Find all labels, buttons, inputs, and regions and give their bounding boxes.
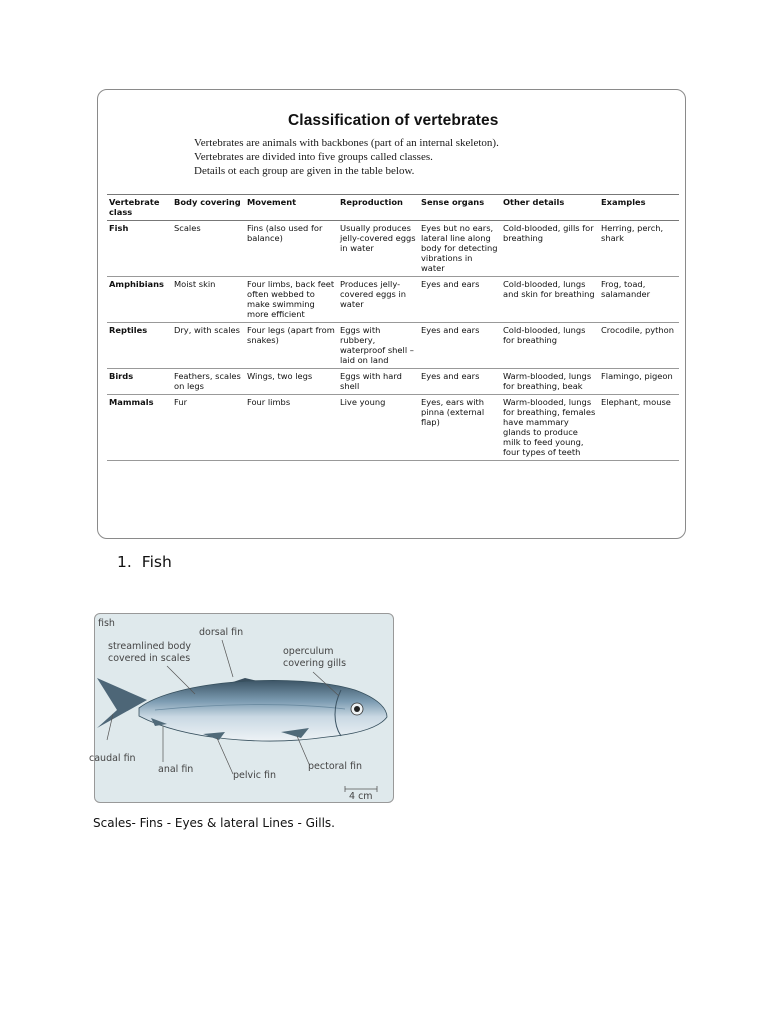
table-cell: Cold-blooded, lungs and skin for breathing — [501, 277, 599, 323]
table-header-row — [107, 195, 679, 221]
col-header: Body covering — [172, 195, 245, 221]
label-caudal-fin: caudal fin — [89, 753, 136, 764]
label-anal-fin: anal fin — [158, 764, 194, 775]
table-cell: Eyes but no ears, lateral line along body for detecting vibrations in water — [419, 221, 501, 277]
label-covered-in-scales: covered in scales — [108, 653, 191, 664]
table-row — [107, 323, 679, 369]
fish-diagram — [89, 613, 394, 803]
table-cell: Eyes and ears — [419, 369, 501, 395]
label-operculum: operculum — [283, 646, 334, 657]
col-header: Other details — [501, 195, 599, 221]
label-pectoral-fin: pectoral fin — [308, 761, 363, 772]
table-cell: Fur — [172, 395, 245, 461]
intro-line: Details ot each group are given in the table below. — [194, 165, 415, 177]
table-row — [107, 395, 679, 461]
table-cell: Four limbs, back feet often webbed to make swimming more efficient — [245, 277, 338, 323]
col-header: Movement — [245, 195, 338, 221]
intro-line: Vertebrates are divided into five groups called classes. — [194, 151, 433, 163]
table-cell: Feathers, scales on legs — [172, 369, 245, 395]
table-cell: Warm-blooded, lungs for breathing, beak — [501, 369, 599, 395]
table-cell: Herring, perch, shark — [599, 221, 679, 277]
intro-text — [194, 136, 499, 178]
table-cell: Fins (also used for balance) — [245, 221, 338, 277]
table-cell: Usually produces jelly-covered eggs in water — [338, 221, 419, 277]
table-cell: Cold-blooded, lungs for breathing — [501, 323, 599, 369]
label-covering-gills: covering gills — [283, 658, 347, 669]
label-scale: 4 cm — [349, 791, 373, 802]
corner-label: fish — [98, 618, 115, 629]
table-cell: Amphibians — [107, 277, 172, 323]
table-cell: Eggs with hard shell — [338, 369, 419, 395]
vertebrates-table — [107, 194, 679, 461]
table-cell: Birds — [107, 369, 172, 395]
card-title: Classification of vertebrates — [288, 112, 499, 129]
table-cell: Live young — [338, 395, 419, 461]
table-row — [107, 221, 679, 277]
col-header: Sense organs — [419, 195, 501, 221]
table-cell: Crocodile, python — [599, 323, 679, 369]
col-header: Vertebrate class — [107, 195, 172, 221]
table-cell: Eyes and ears — [419, 323, 501, 369]
label-dorsal-fin: dorsal fin — [199, 627, 244, 638]
body-shape — [139, 680, 387, 741]
intro-line: Vertebrates are animals with backbones (part of an internal skeleton). — [194, 137, 499, 149]
classification-card — [97, 89, 686, 539]
caption-text: Scales- Fins - Eyes & lateral Lines - Gills. — [93, 816, 335, 830]
col-header: Reproduction — [338, 195, 419, 221]
table-cell: Flamingo, pigeon — [599, 369, 679, 395]
table-cell: Produces jelly-covered eggs in water — [338, 277, 419, 323]
table-cell: Four legs (apart from snakes) — [245, 323, 338, 369]
table-cell: Reptiles — [107, 323, 172, 369]
table-cell: Cold-blooded, gills for breathing — [501, 221, 599, 277]
col-header: Examples — [599, 195, 679, 221]
table-cell: Eggs with rubbery, waterproof shell – laid on land — [338, 323, 419, 369]
table-cell: Wings, two legs — [245, 369, 338, 395]
table-cell: Fish — [107, 221, 172, 277]
table-cell: Eyes and ears — [419, 277, 501, 323]
table-cell: Elephant, mouse — [599, 395, 679, 461]
table-cell: Eyes, ears with pinna (external flap) — [419, 395, 501, 461]
table-cell: Warm-blooded, lungs for breathing, females have mammary glands to produce milk to feed young, four types of teeth — [501, 395, 599, 461]
list-number: 1. — [117, 553, 132, 571]
table-cell: Dry, with scales — [172, 323, 245, 369]
list-heading — [117, 553, 172, 571]
label-pelvic-fin: pelvic fin — [233, 770, 277, 781]
table-cell: Mammals — [107, 395, 172, 461]
list-text: Fish — [141, 553, 172, 571]
label-streamlined-body: streamlined body — [108, 641, 191, 652]
table-cell: Frog, toad, salamander — [599, 277, 679, 323]
table-row — [107, 369, 679, 395]
table-cell: Four limbs — [245, 395, 338, 461]
tail-shape — [97, 678, 147, 728]
table-cell: Scales — [172, 221, 245, 277]
table-row — [107, 277, 679, 323]
table-cell: Moist skin — [172, 277, 245, 323]
